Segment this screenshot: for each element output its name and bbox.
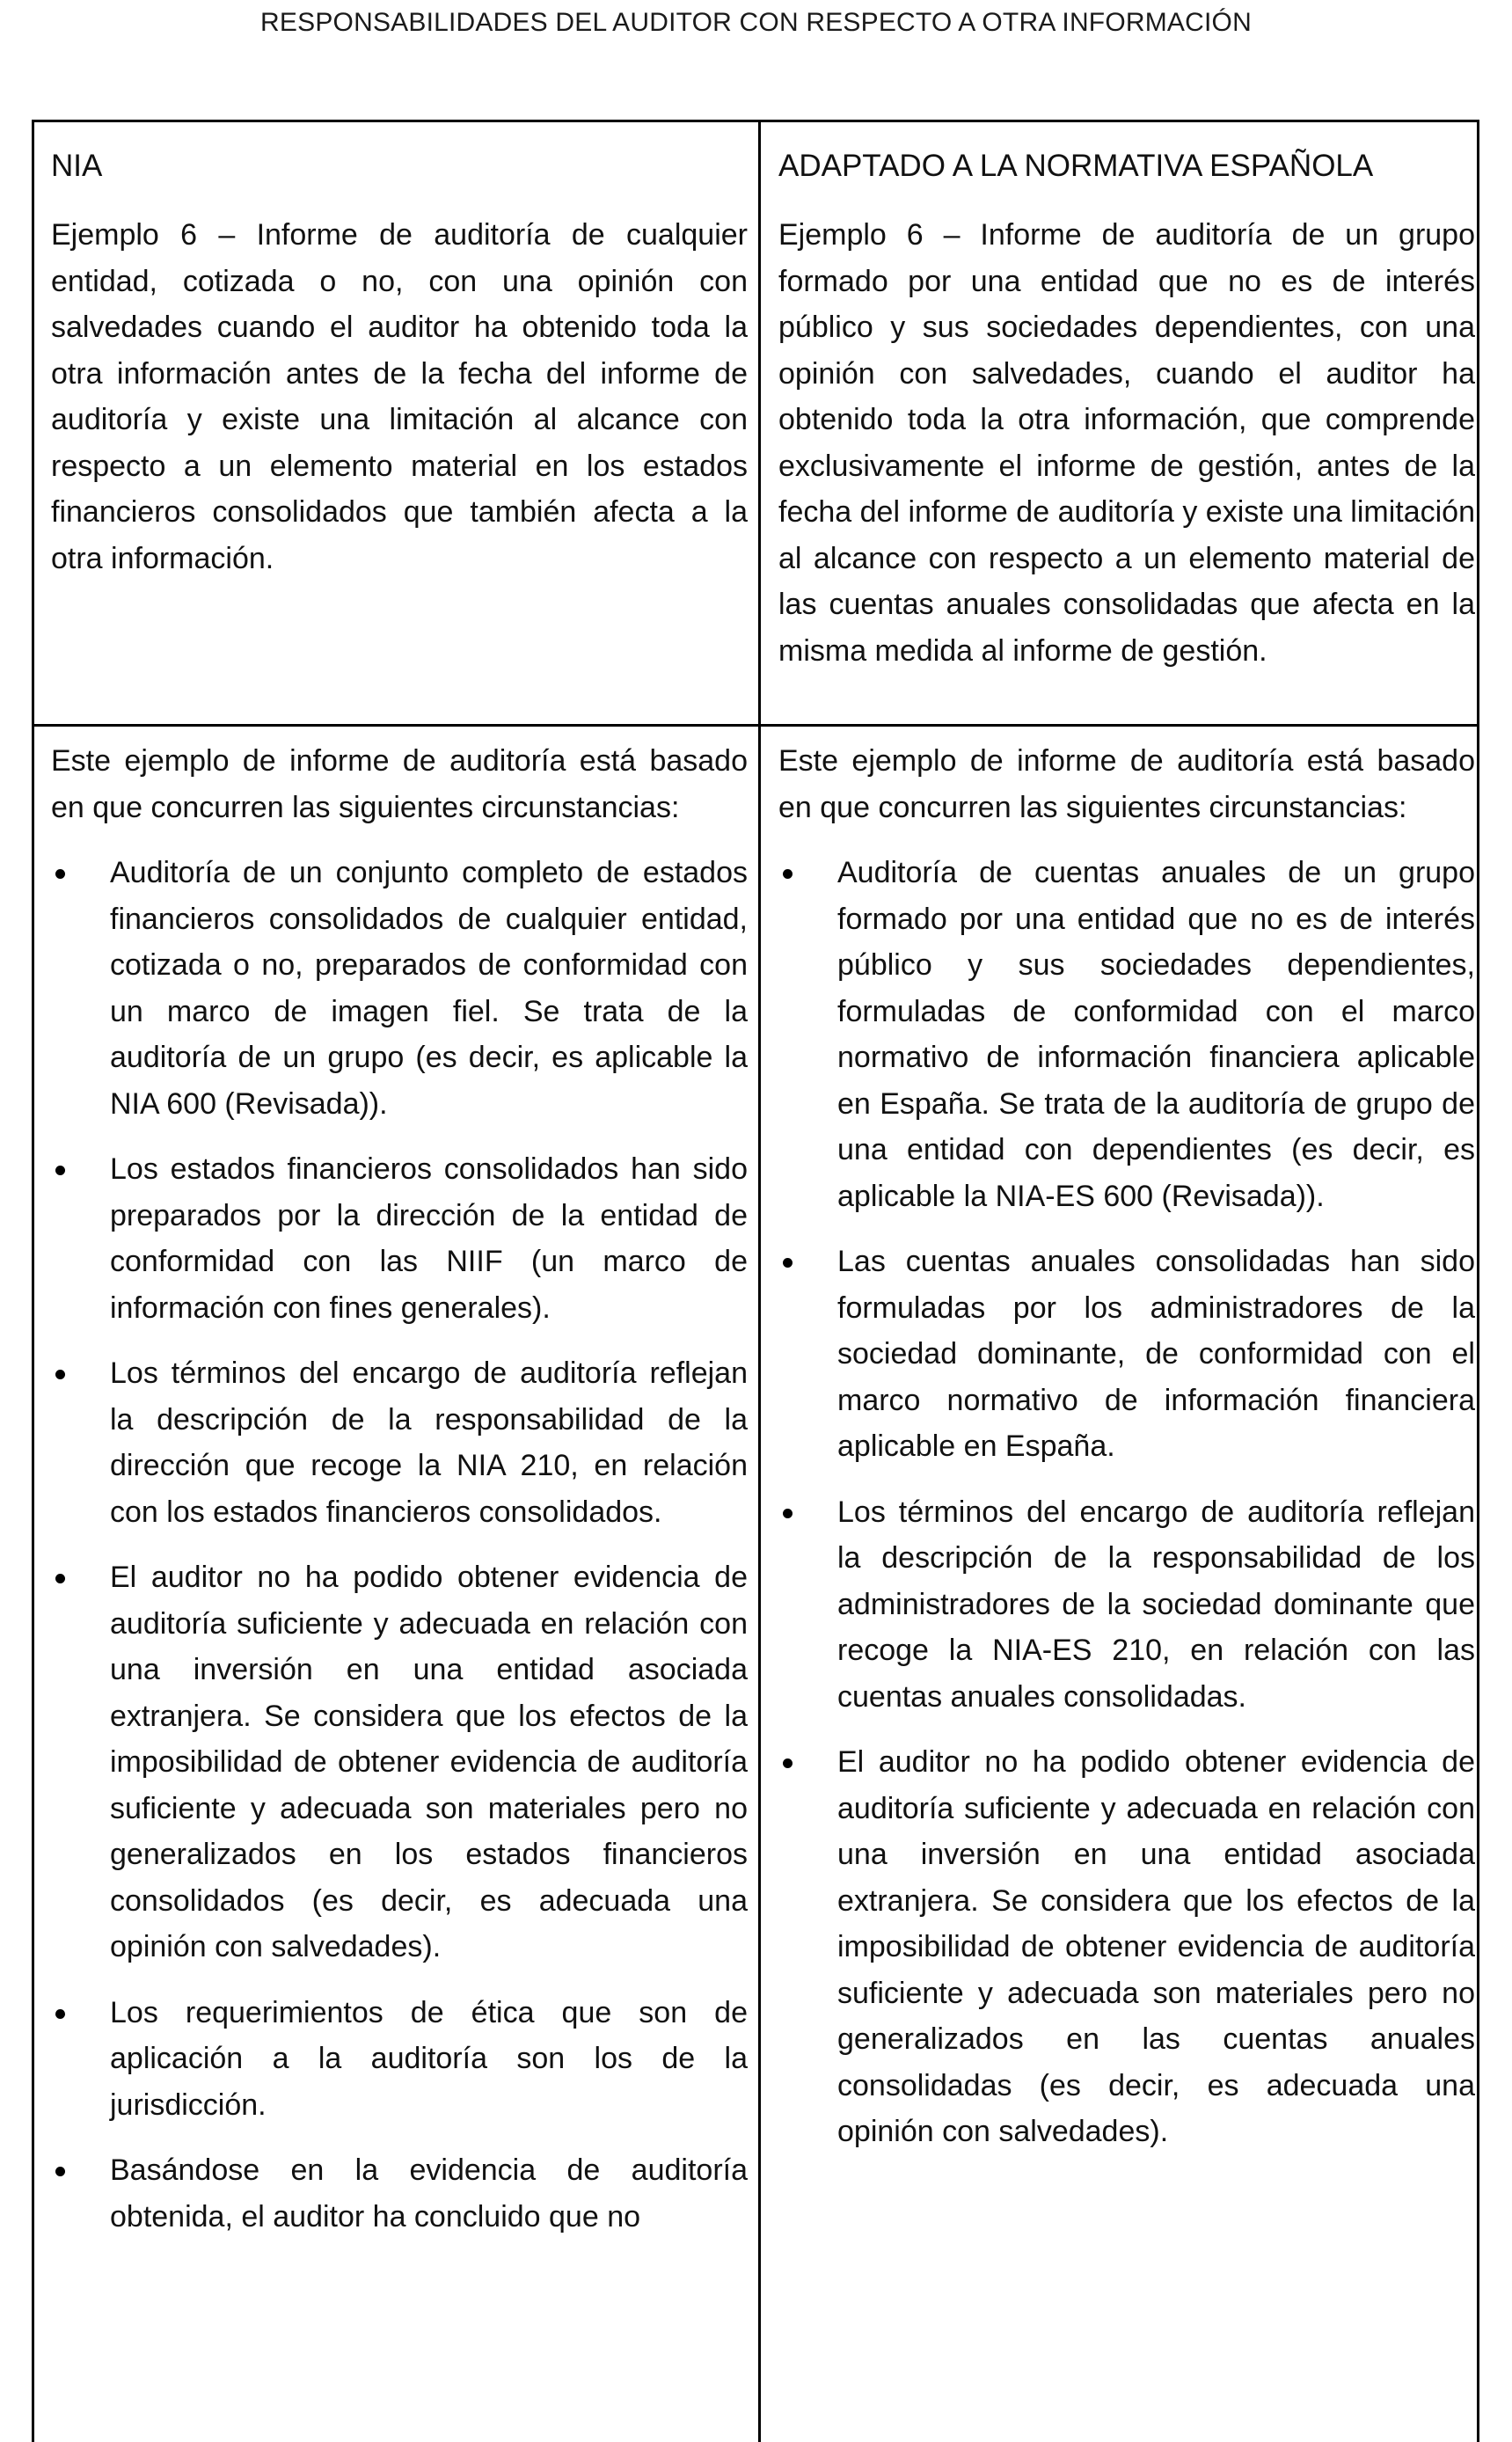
- nia-example-cell: [51, 122, 748, 581]
- page-title: RESPONSABILIDADES DEL AUDITOR CON RESPECTO A OTRA INFORMACIÓN: [260, 8, 1252, 37]
- list-item-text: Los requerimientos de ética que son de aplicación a la auditoría son los de la jurisdicción.: [110, 1995, 748, 2122]
- comparison-table: [32, 120, 1479, 2442]
- list-item: [51, 1554, 748, 1970]
- bullet-icon: [55, 1370, 65, 1379]
- list-item-text: Basándose en la evidencia de auditoría obtenida, el auditor ha concluido que no: [110, 2153, 748, 2234]
- bullet-icon: [783, 1509, 793, 1518]
- list-item: [51, 850, 748, 1127]
- bullet-icon: [55, 1574, 65, 1583]
- spanish-heading: ADAPTADO A LA NORMATIVA ESPAÑOLA: [778, 149, 1374, 183]
- list-item: [51, 1350, 748, 1535]
- spanish-bullet-list: [778, 850, 1475, 2155]
- spanish-circumstances-cell: [778, 724, 1475, 2155]
- bullet-icon: [55, 2009, 65, 2019]
- list-item: [51, 2147, 748, 2240]
- nia-example-title: Ejemplo 6 – Informe de auditoría de cualquier entidad, cotizada o no, con una opinión con salvedades cuando el auditor ha obtenido toda la otra información antes de la fecha del informe de auditoría y existe una limitación al alcance con respecto a un elemento material en los estados financieros consolidados que también afecta a la otra información.: [51, 218, 748, 575]
- bullet-icon: [783, 1758, 793, 1768]
- list-item-text: Los estados financieros consolidados han sido preparados por la dirección de la entidad de conformidad con las NIIF (un marco de información con fines generales).: [110, 1152, 748, 1325]
- spanish-intro: Este ejemplo de informe de auditoría está basado en que concurren las siguientes circunstancias:: [778, 744, 1475, 824]
- bullet-icon: [55, 2167, 65, 2176]
- list-item: [51, 1146, 748, 1331]
- list-item: [51, 1990, 748, 2129]
- list-item-text: Auditoría de un conjunto completo de estados financieros consolidados de cualquier entidad, cotizada o no, preparados de conformidad con un marco de imagen fiel. Se trata de la auditoría de un grupo (es decir, es aplicable la NIA 600 (Revisada)).: [110, 856, 748, 1121]
- list-item-text: Los términos del encargo de auditoría reflejan la descripción de la responsabilidad de la dirección que recoge la NIA 210, en relación con los estados financieros consolidados.: [110, 1356, 748, 1529]
- spanish-example-title: Ejemplo 6 – Informe de auditoría de un grupo formado por una entidad que no es de interés público y sus sociedades dependientes, con una opinión con salvedades, cuando el auditor ha obtenido toda la otra información, que comprende exclusivamente el informe de gestión, antes de la fecha del informe de auditoría y existe una limitación al alcance con respecto a un elemento material de las cuentas anuales consolidadas que afecta en la misma medida al informe de gestión.: [778, 218, 1475, 668]
- nia-intro: Este ejemplo de informe de auditoría está basado en que concurren las siguientes circunstancias:: [51, 744, 748, 824]
- list-item-text: Los términos del encargo de auditoría reflejan la descripción de la responsabilidad de los administradores de la sociedad dominante que recoge la NIA-ES 210, en relación con las cuentas anuales consolidadas.: [837, 1495, 1475, 1714]
- nia-circumstances-cell: [51, 724, 748, 2240]
- list-item: [778, 850, 1475, 1219]
- column-divider: [758, 122, 761, 2442]
- bullet-icon: [55, 1166, 65, 1175]
- nia-bullet-list: [51, 850, 748, 2240]
- list-item: [778, 1489, 1475, 1721]
- nia-heading: NIA: [51, 149, 103, 183]
- list-item-text: El auditor no ha podido obtener evidencia de auditoría suficiente y adecuada en relación con una inversión en una entidad asociada extranjera. Se considera que los efectos de la imposibilidad de obtener evidencia de auditoría suficiente y adecuada son materiales pero no generalizados en los estados financieros consolidados (es decir, es adecuada una opinión con salvedades).: [110, 1561, 748, 1963]
- bullet-icon: [783, 869, 793, 879]
- list-item: [778, 1739, 1475, 2155]
- spanish-example-cell: [778, 122, 1475, 674]
- list-item-text: Auditoría de cuentas anuales de un grupo formado por una entidad que no es de interés público y sus sociedades dependientes, formuladas de conformidad con el marco normativo de información financiera aplicable en España. Se trata de la auditoría de grupo de una entidad con dependientes (es decir, es aplicable la NIA-ES 600 (Revisada)).: [837, 856, 1475, 1213]
- list-item: [778, 1239, 1475, 1470]
- bullet-icon: [55, 869, 65, 879]
- list-item-text: El auditor no ha podido obtener evidencia de auditoría suficiente y adecuada en relación con una inversión en una entidad asociada extranjera. Se considera que los efectos de la imposibilidad de obtener evidencia de auditoría suficiente y adecuada son materiales pero no generalizados en las cuentas anuales consolidadas (es decir, es adecuada una opinión con salvedades).: [837, 1745, 1475, 2148]
- list-item-text: Las cuentas anuales consolidadas han sido formuladas por los administradores de la sociedad dominante, de conformidad con el marco normativo de información financiera aplicable en España.: [837, 1245, 1475, 1463]
- bullet-icon: [783, 1258, 793, 1268]
